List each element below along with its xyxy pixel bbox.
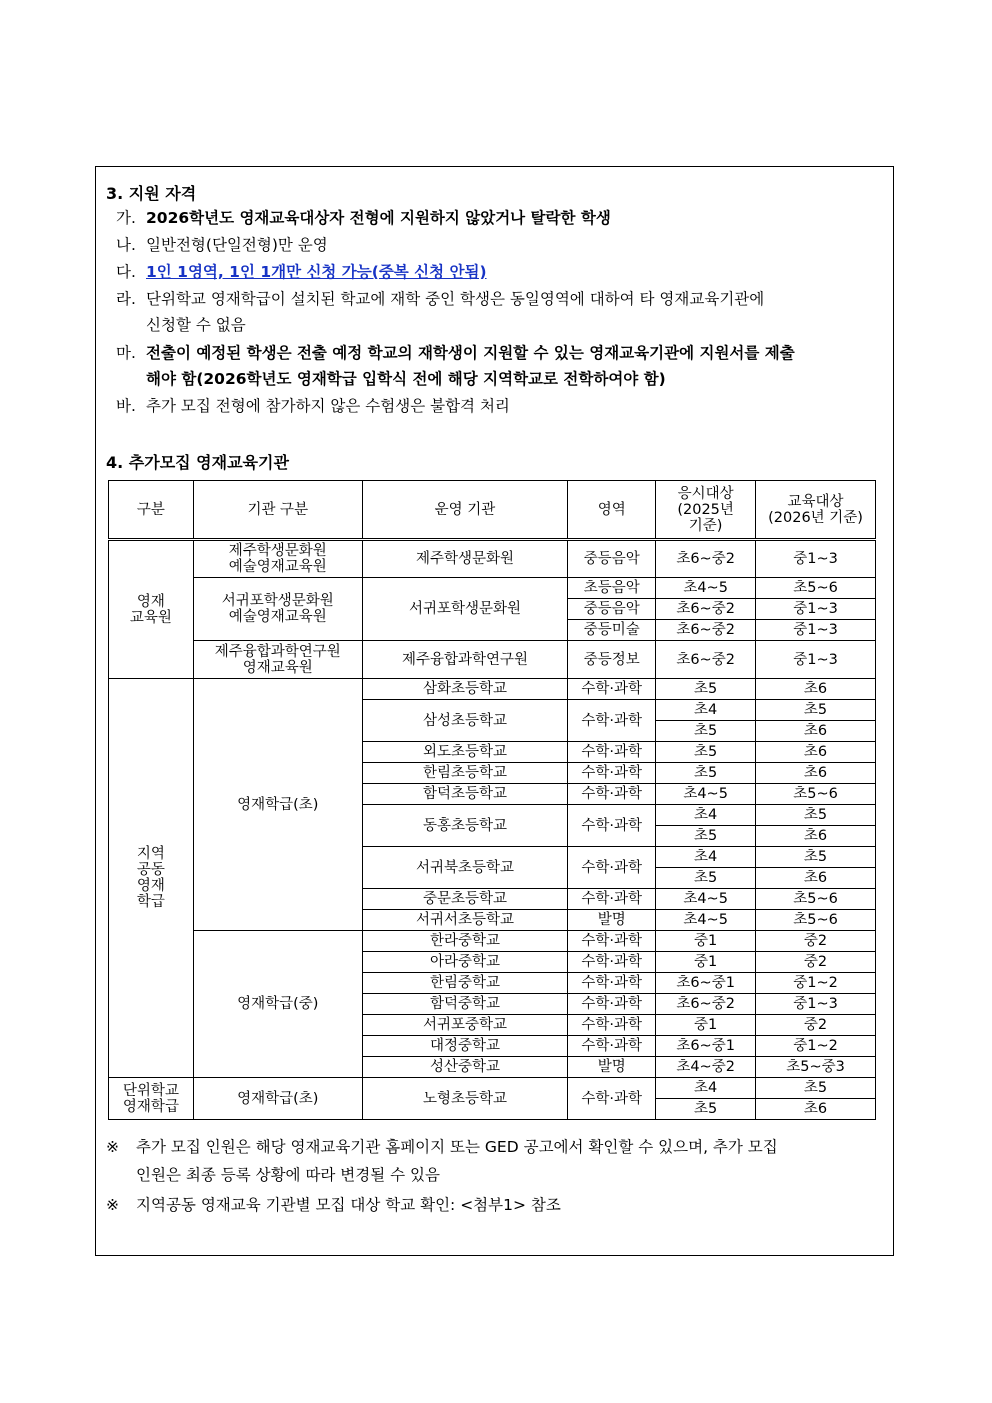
list-item: 다. 1인 1영역, 1인 1개만 신청 가능(중복 신청 안됨) — [116, 263, 487, 281]
type-cell: 제주학생문화원 예술영재교육원 — [193, 540, 362, 578]
table-row: 외도초등학교 수학·과학 초5 초6 — [109, 742, 876, 763]
type-cell: 영재학급(초) — [193, 679, 362, 931]
table-row: 단위학교 영재학급 영재학급(초) 노형초등학교 수학·과학 초4 초5 — [109, 1078, 876, 1099]
table-row: 중등미술 초6~중2 중1~3 — [109, 620, 876, 641]
table-row: 영재학급(중) 한라중학교 수학·과학 중1 중2 — [109, 931, 876, 952]
type-cell: 영재학급(초) — [193, 1078, 362, 1120]
table-row: 아라중학교 수학·과학 중1 중2 — [109, 952, 876, 973]
group-cell: 단위학교 영재학급 — [109, 1078, 194, 1120]
table-row: 초5 초6 — [109, 826, 876, 847]
footnote: ※ 추가 모집 인원은 해당 영재교육기관 홈페이지 또는 GED 공고에서 확인할 수 있으며, 추가 모집 인원은 최종 등록 상황에 따라 변경될 수 있음 — [106, 1138, 778, 1184]
footnote: ※ 지역공동 영재교육 기관별 모집 대상 학교 확인: <첨부1> 참조 — [106, 1196, 561, 1214]
header-applicant: 응시대상 (2025년 기준) — [656, 481, 756, 540]
list-item: 나. 일반전형(단일전형)만 운영 — [116, 236, 328, 254]
header-type: 기관 구분 — [193, 481, 362, 540]
table-row: 동홍초등학교 수학·과학 초4 초5 — [109, 805, 876, 826]
table-row: 지역 공동 영재 학급 영재학급(초) 삼화초등학교 수학·과학 초5 초6 — [109, 679, 876, 700]
table-row: 서귀포중학교 수학·과학 중1 중2 — [109, 1015, 876, 1036]
group-cell: 영재 교육원 — [109, 540, 194, 679]
table-row: 중등음악 초6~중2 중1~3 — [109, 599, 876, 620]
header-field: 영역 — [568, 481, 656, 540]
table-row: 초5 초6 — [109, 868, 876, 889]
list-item: 가. 2026학년도 영재교육대상자 전형에 지원하지 않았거나 탈락한 학생 — [116, 209, 611, 227]
type-cell: 제주융합과학연구원 영재교육원 — [193, 641, 362, 679]
table-row: 서귀서초등학교 발명 초4~5 초5~6 — [109, 910, 876, 931]
table-row: 중문초등학교 수학·과학 초4~5 초5~6 — [109, 889, 876, 910]
table-row: 초5 초6 — [109, 1099, 876, 1120]
group-cell: 지역 공동 영재 학급 — [109, 679, 194, 1078]
table-row: 서귀북초등학교 수학·과학 초4 초5 — [109, 847, 876, 868]
table-row: 성산중학교 발명 초4~중2 초5~중3 — [109, 1057, 876, 1078]
header-org: 운영 기관 — [362, 481, 568, 540]
header-category: 구분 — [109, 481, 194, 540]
table-row: 삼성초등학교 수학·과학 초4 초5 — [109, 700, 876, 721]
section4-title: 4. 추가모집 영재교육기관 — [106, 453, 289, 472]
table-row: 제주융합과학연구원 영재교육원 제주융합과학연구원 중등정보 초6~중2 중1~3 — [109, 641, 876, 679]
table-row: 한림초등학교 수학·과학 초5 초6 — [109, 763, 876, 784]
table-row: 함덕초등학교 수학·과학 초4~5 초5~6 — [109, 784, 876, 805]
header-education: 교육대상 (2026년 기준) — [756, 481, 876, 540]
table-row: 영재 교육원 제주학생문화원 예술영재교육원 제주학생문화원 중등음악 초6~중2 중1~3 — [109, 540, 876, 578]
type-cell: 서귀포학생문화원 예술영재교육원 — [193, 578, 362, 641]
table-row: 서귀포학생문화원 예술영재교육원 서귀포학생문화원 초등음악 초4~5 초5~6 — [109, 578, 876, 599]
table-row: 함덕중학교 수학·과학 초6~중2 중1~3 — [109, 994, 876, 1015]
document-frame — [95, 166, 894, 1256]
table-row: 한림중학교 수학·과학 초6~중1 중1~2 — [109, 973, 876, 994]
list-item: 라. 단위학교 영재학급이 설치된 학교에 재학 중인 학생은 동일영역에 대하여 타 영재교육기관에 신청할 수 없음 — [116, 290, 765, 334]
table-row: 대정중학교 수학·과학 초6~중1 중1~2 — [109, 1036, 876, 1057]
table-row: 초5 초6 — [109, 721, 876, 742]
section3-title: 3. 지원 자격 — [106, 184, 197, 203]
list-item: 마. 전출이 예정된 학생은 전출 예정 학교의 재학생이 지원할 수 있는 영재교육기관에 지원서를 제출 해야 함(2026학년도 영재학급 입학식 전에 해당 지역학교로 전학하여야 함) — [116, 344, 795, 388]
institution-table — [108, 480, 876, 1120]
list-item: 바. 추가 모집 전형에 참가하지 않은 수험생은 불합격 처리 — [116, 397, 510, 415]
type-cell: 영재학급(중) — [193, 931, 362, 1078]
